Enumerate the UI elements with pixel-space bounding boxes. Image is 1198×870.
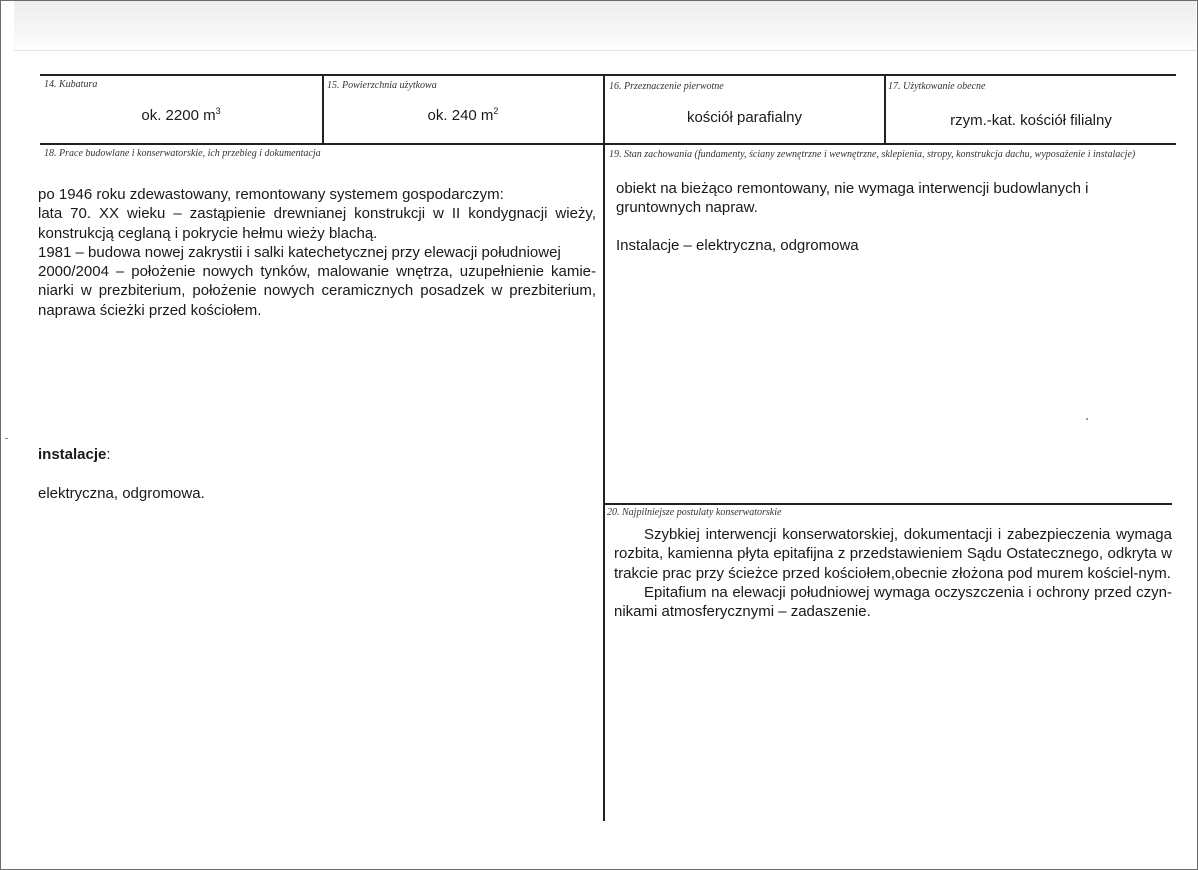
field18-line-2: lata 70. XX wieku – zastąpienie drewnianej konstrukcji w II kondygnacji wieży, konstrukcją ceglaną i pokrycie hełmu wieży blachą. <box>38 205 596 242</box>
installations-heading-word: instalacje <box>38 446 107 463</box>
divider-16-17 <box>884 75 886 143</box>
field16-value: kościół parafialny <box>686 109 803 126</box>
field15-label: 15. Powierzchnia użytkowa <box>327 80 437 91</box>
scan-left-margin <box>0 0 14 870</box>
field16-label: 16. Przeznaczenie pierwotne <box>609 81 724 92</box>
field14-unit-exponent: 3 <box>215 106 221 116</box>
field18-installations-heading <box>38 445 111 464</box>
field18-label: 18. Prace budowlane i konserwatorskie, ich przebieg i dokumentacja <box>44 148 321 159</box>
field18-installations-text: elektryczna, odgromowa. <box>38 485 205 502</box>
row1-bottom-rule <box>40 143 1176 145</box>
field14-value-text: ok. 2200 m <box>141 107 216 124</box>
scan-speck <box>1086 418 1088 420</box>
field15-unit-exponent: 2 <box>493 106 499 116</box>
field20-paragraph-1: Szybkiej interwencji konserwatorskiej, dokumentacji i zabezpieczenia wymaga rozbita, kamienna płyta epitafijna z przedstawieniem Sądu Ostatecznego, odkryta w trakcie prac przy ścieżce przed kościołem,obecnie złożona pod murem kościel-nym. <box>614 526 1172 582</box>
field17-value: rzym.-kat. kościół filialny <box>950 112 1112 129</box>
field20-label: 20. Najpilniejsze postulaty konserwatorskie <box>607 507 782 518</box>
field18-line-4: 2000/2004 – położenie nowych tynków, malowanie wnętrza, uzupełnienie kamie-niarki w prezbiterium, położenie nowych ceramicznych posadzek w prezbiterium, naprawa ścieżki przed kościołem. <box>38 263 596 319</box>
field18-line-3: 1981 – budowa nowej zakrystii i salki katechetycznej przy elewacji południowej <box>38 243 561 261</box>
field14-label: 14. Kubatura <box>44 79 98 90</box>
field19-label: 19. Stan zachowania (fundamenty, ściany zewnętrzne i wewnętrzne, sklepienia, stropy, konstrukcja dachu, wyposażenie i instalacje) <box>609 149 1136 160</box>
field20-top-rule <box>603 503 1172 505</box>
field19-installations: Instalacje – elektryczna, odgromowa <box>616 237 859 254</box>
field20-text <box>614 525 1172 621</box>
field18-text <box>38 185 596 320</box>
field15-value <box>323 107 603 124</box>
scan-speck <box>5 438 8 439</box>
field17-label: 17. Użytkowanie obecne <box>888 81 986 92</box>
installations-heading-colon: : <box>106 446 111 463</box>
field15-value-text: ok. 240 m <box>427 107 494 124</box>
field18-line-1: po 1946 roku zdewastowany, remontowany systemem gospodarczym: <box>38 186 504 203</box>
scan-top-strip <box>14 0 1196 51</box>
main-divider <box>603 75 605 821</box>
field14-value <box>40 107 322 124</box>
field19-text: obiekt na bieżąco remontowany, nie wymaga interwencji budowlanych i gruntownych napraw. <box>616 180 1089 217</box>
row1-top-rule <box>40 74 1176 76</box>
field20-paragraph-2: Epitafium na elewacji południowej wymaga oczyszczenia i ochrony przed czyn-nikami atmosferycznymi – zadaszenie. <box>614 583 1172 621</box>
